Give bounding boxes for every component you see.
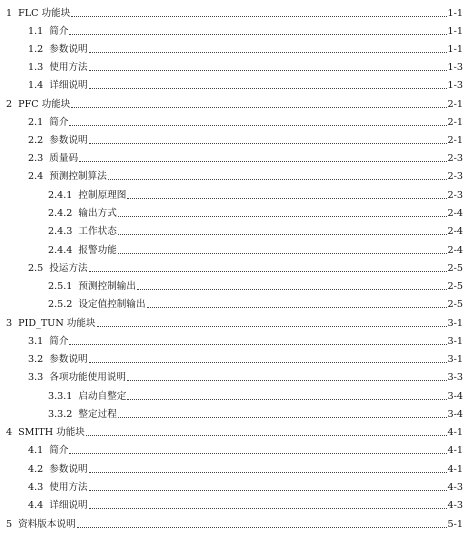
toc-entry-title: PFC 功能块: [18, 99, 71, 110]
toc-leader-dots: [127, 198, 446, 199]
toc-leader-dots: [69, 453, 446, 454]
toc-entry-number: 2.4.2: [48, 208, 73, 219]
toc-entry[interactable]: [28, 111, 463, 129]
toc-entry-page: 1-1: [447, 44, 463, 55]
toc-entry-number: 3.2: [28, 354, 44, 365]
toc-entry[interactable]: [28, 439, 463, 457]
toc-entry-title: 简介: [49, 336, 69, 347]
toc-entry-page: 5-1: [447, 519, 463, 530]
toc-entry[interactable]: [48, 275, 463, 293]
toc-entry-title: 输出方式: [78, 208, 117, 219]
toc-leader-dots: [89, 508, 447, 509]
toc-entry-number: 2.1: [28, 117, 44, 128]
toc-entry-number: 1.1: [28, 26, 44, 37]
toc-entry[interactable]: [28, 330, 463, 348]
toc-entry-page: 2-1: [447, 99, 463, 110]
toc-entry[interactable]: [6, 513, 463, 531]
toc-leader-dots: [89, 490, 447, 491]
toc-entry[interactable]: [28, 56, 463, 74]
toc-entry-title: 工作状态: [78, 226, 117, 237]
toc-entry-page: 3-1: [447, 354, 463, 365]
toc-entry[interactable]: [6, 93, 463, 111]
toc-entry[interactable]: [48, 403, 463, 421]
toc-leader-dots: [118, 417, 447, 418]
toc-entry[interactable]: [48, 385, 463, 403]
toc-leader-dots: [127, 399, 446, 400]
toc-entry[interactable]: [28, 165, 463, 183]
toc-entry-title: 投运方法: [49, 263, 88, 274]
toc-leader-dots: [89, 472, 447, 473]
toc-entry-title: 控制原理图: [78, 190, 127, 201]
toc-entry-page: 4-1: [447, 445, 463, 456]
toc-entry-page: 1-1: [447, 26, 463, 37]
toc-leader-dots: [108, 179, 447, 180]
toc-entry-page: 2-1: [447, 117, 463, 128]
toc-entry-page: 2-5: [447, 263, 463, 274]
toc-entry-page: 2-4: [447, 208, 463, 219]
toc-entry[interactable]: [48, 184, 463, 202]
toc-entry-title: 参数说明: [49, 135, 88, 146]
toc-leader-dots: [89, 70, 447, 71]
toc-entry-title: SMITH 功能块: [18, 427, 85, 438]
toc-entry[interactable]: [28, 74, 463, 92]
toc-entry-page: 2-5: [447, 299, 463, 310]
toc-entry-page: 3-4: [447, 391, 463, 402]
toc-entry-page: 1-3: [447, 80, 463, 91]
toc-entry-page: 4-1: [447, 427, 463, 438]
toc-entry-title: 各项功能使用说明: [49, 372, 127, 383]
toc-entry-number: 2.4.3: [48, 226, 73, 237]
toc-entry-page: 1-3: [447, 62, 463, 73]
toc-entry[interactable]: [28, 366, 463, 384]
toc-entry-title: FLC 功能块: [18, 8, 71, 19]
toc-entry-number: 3.3: [28, 372, 44, 383]
toc-entry-title: 整定过程: [78, 409, 117, 420]
toc-entry-page: 3-1: [447, 336, 463, 347]
toc-entry-page: 4-1: [447, 464, 463, 475]
toc-leader-dots: [71, 16, 446, 17]
toc-entry-number: 2.5.1: [48, 281, 73, 292]
toc-entry-page: 2-4: [447, 245, 463, 256]
toc-entry-title: 简介: [49, 26, 69, 37]
toc-entry-number: 5: [6, 519, 13, 530]
toc-leader-dots: [86, 435, 447, 436]
toc-entry[interactable]: [6, 312, 463, 330]
toc-entry[interactable]: [48, 293, 463, 311]
toc-entry[interactable]: [28, 458, 463, 476]
toc-entry[interactable]: [28, 257, 463, 275]
toc-entry-number: 1.3: [28, 62, 44, 73]
toc-leader-dots: [69, 34, 446, 35]
toc-entry-number: 1: [6, 8, 13, 19]
toc-entry-number: 4.4: [28, 500, 44, 511]
toc-entry[interactable]: [6, 2, 463, 20]
toc-entry-number: 2.5.2: [48, 299, 73, 310]
toc-leader-dots: [79, 161, 447, 162]
toc-entry-title: 参数说明: [49, 464, 88, 475]
toc-entry-title: 详细说明: [49, 80, 88, 91]
toc-entry-title: PID_TUN 功能块: [18, 318, 96, 329]
toc-entry-number: 2: [6, 99, 13, 110]
toc-leader-dots: [89, 143, 447, 144]
toc-entry-number: 2.3: [28, 153, 44, 164]
toc-entry-number: 3.3.2: [48, 409, 73, 420]
toc-leader-dots: [89, 88, 447, 89]
toc-entry-page: 3-4: [447, 409, 463, 420]
toc-leader-dots: [69, 344, 446, 345]
toc-entry-page: 2-5: [447, 281, 463, 292]
toc-leader-dots: [118, 253, 447, 254]
toc-entry-number: 3: [6, 318, 13, 329]
toc-entry[interactable]: [28, 147, 463, 165]
toc-entry-number: 3.1: [28, 336, 44, 347]
toc-entry-title: 使用方法: [49, 482, 88, 493]
toc-entry[interactable]: [28, 38, 463, 56]
toc-entry-title: 简介: [49, 117, 69, 128]
toc-entry-title: 详细说明: [49, 500, 88, 511]
toc-entry-number: 1.4: [28, 80, 44, 91]
toc-entry[interactable]: [48, 202, 463, 220]
toc-entry-number: 2.4.1: [48, 190, 73, 201]
toc-leader-dots: [137, 289, 447, 290]
toc-entry-title: 预测控制算法: [49, 171, 107, 182]
toc-entry-number: 4.3: [28, 482, 44, 493]
toc-leader-dots: [118, 234, 447, 235]
toc-entry-number: 4.1: [28, 445, 44, 456]
toc-entry-page: 4-3: [447, 482, 463, 493]
toc-entry[interactable]: [28, 494, 463, 512]
toc-entry-page: 4-3: [447, 500, 463, 511]
toc-leader-dots: [147, 307, 447, 308]
toc-entry-number: 4: [6, 427, 13, 438]
toc-entry-number: 2.5: [28, 263, 44, 274]
toc-entry-page: 2-1: [447, 135, 463, 146]
toc-entry-page: 1-1: [447, 8, 463, 19]
toc-entry-title: 使用方法: [49, 62, 88, 73]
toc-leader-dots: [127, 380, 447, 381]
toc-entry-number: 2.2: [28, 135, 44, 146]
toc-entry-title: 质量码: [49, 153, 79, 164]
toc-entry[interactable]: [28, 129, 463, 147]
toc-entry-page: 2-3: [447, 190, 463, 201]
toc-entry-title: 简介: [49, 445, 69, 456]
toc-entry[interactable]: [48, 220, 463, 238]
toc-entry-title: 设定值控制输出: [78, 299, 146, 310]
toc-leader-dots: [118, 216, 447, 217]
toc-entry-page: 3-3: [447, 372, 463, 383]
toc-entry[interactable]: [6, 421, 463, 439]
toc-leader-dots: [89, 52, 447, 53]
toc-leader-dots: [97, 326, 447, 327]
toc-leader-dots: [71, 107, 446, 108]
toc-entry-page: 2-3: [447, 153, 463, 164]
toc-entry-title: 资料版本说明: [18, 519, 76, 530]
toc-entry-title: 参数说明: [49, 354, 88, 365]
toc-entry-number: 3.3.1: [48, 391, 73, 402]
toc-entry-number: 2.4: [28, 171, 44, 182]
toc-leader-dots: [89, 271, 447, 272]
toc-entry-number: 4.2: [28, 464, 44, 475]
toc-entry[interactable]: [48, 239, 463, 257]
toc-entry-number: 2.4.4: [48, 245, 73, 256]
toc-leader-dots: [69, 125, 446, 126]
toc-entry-title: 参数说明: [49, 44, 88, 55]
toc-entry-title: 预测控制输出: [78, 281, 136, 292]
toc-entry-page: 2-4: [447, 226, 463, 237]
toc-leader-dots: [77, 527, 447, 528]
toc-entry[interactable]: [28, 348, 463, 366]
toc-entry-number: 1.2: [28, 44, 44, 55]
toc-entry-page: 3-1: [447, 318, 463, 329]
toc-leader-dots: [89, 362, 447, 363]
toc-entry-page: 2-3: [447, 171, 463, 182]
toc-entry[interactable]: [28, 20, 463, 38]
toc-entry-title: 报警功能: [78, 245, 117, 256]
toc-entry-title: 启动自整定: [78, 391, 127, 402]
toc-entry[interactable]: [28, 476, 463, 494]
